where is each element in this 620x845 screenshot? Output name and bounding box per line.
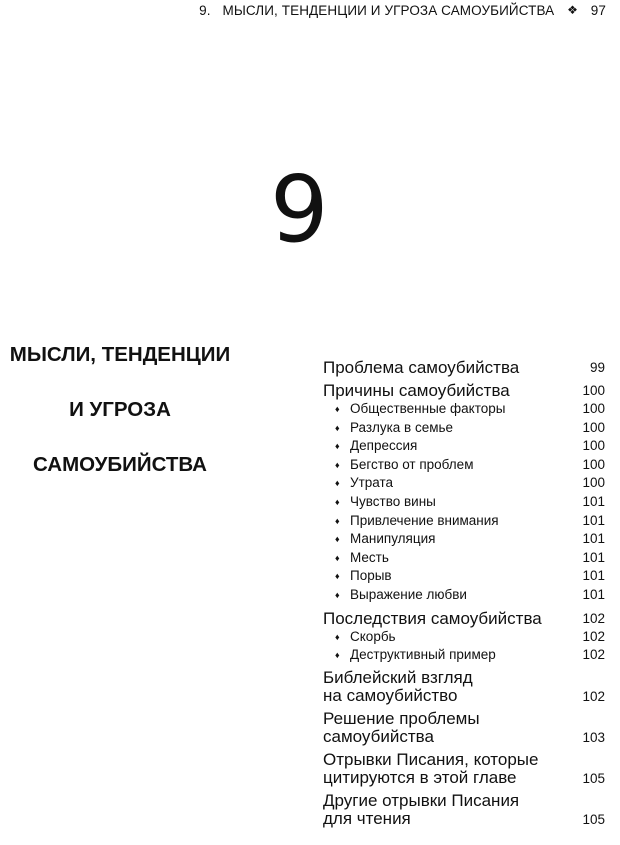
toc-entry	[323, 669, 605, 706]
toc-entry-page: 100	[582, 438, 605, 454]
toc-subentry-title: Месть	[350, 549, 389, 565]
toc-subentry-title: Манипуляция	[350, 531, 436, 547]
bullet-icon: ♦	[335, 552, 340, 563]
toc-subentry	[323, 586, 605, 605]
bullet-icon: ♦	[335, 631, 340, 642]
toc-subentry	[323, 646, 605, 665]
header-page-number: 97	[590, 3, 606, 18]
toc-entry-title: самоубийства	[323, 727, 434, 747]
toc-subentry-title: Разлука в семье	[350, 419, 454, 435]
bullet-icon: ♦	[335, 422, 340, 433]
toc-subentry-title: Бегство от проблем	[350, 456, 474, 472]
bullet-icon: ♦	[335, 459, 340, 470]
toc-entry-page: 100	[582, 419, 605, 435]
bullet-icon: ♦	[335, 571, 340, 582]
bullet-icon: ♦	[335, 515, 340, 526]
toc-entry-page: 105	[582, 770, 605, 786]
toc-subentry	[323, 437, 605, 456]
toc-entry-page: 99	[589, 360, 605, 375]
toc-subentry	[323, 530, 605, 549]
toc-entry-title: Решение проблемы	[323, 708, 480, 728]
toc-subentry-title: Утрата	[350, 475, 394, 491]
toc-entry-page: 101	[582, 531, 605, 547]
chapter-title-line: И УГРОЗА	[69, 398, 171, 421]
toc-subentry	[323, 512, 605, 531]
toc-subentry	[323, 549, 605, 568]
toc-entry-page: 100	[582, 401, 605, 416]
toc-entry	[323, 609, 605, 628]
toc-entry-title: на самоубийство	[323, 686, 458, 706]
toc-entry-page: 103	[582, 729, 605, 745]
toc-entry-page: 101	[582, 586, 605, 602]
toc-entry-page: 101	[582, 512, 605, 528]
toc-subentry-title: Порыв	[350, 568, 392, 584]
toc-entry	[323, 710, 605, 747]
toc-entry-title: Причины самоубийства	[323, 381, 510, 400]
toc-subentry-title: Выражение любви	[350, 586, 467, 602]
toc-entry-page: 101	[582, 549, 605, 565]
toc-subentry	[323, 628, 605, 647]
bullet-icon: ♦	[335, 404, 340, 414]
toc-entry	[323, 792, 605, 829]
toc-entry-title: Библейский взгляд	[323, 667, 473, 687]
chapter-number: 9	[270, 156, 327, 263]
toc-subentry-title: Привлечение внимания	[350, 512, 499, 528]
toc-entry-page: 105	[582, 811, 605, 827]
toc-entry-page: 100	[582, 383, 605, 398]
toc-entry-page: 100	[582, 475, 605, 491]
toc-entry	[323, 381, 605, 400]
toc-entry-page: 102	[582, 647, 605, 663]
toc-entry-page: 101	[582, 568, 605, 584]
toc-subentry-title: Скорбь	[350, 628, 396, 644]
toc-entry-page: 100	[582, 456, 605, 472]
toc-subentry-title: Деструктивный пример	[350, 647, 496, 663]
toc-entry-title: Проблема самоубийства	[323, 358, 520, 377]
table-of-contents	[323, 358, 605, 829]
header-running-title: МЫСЛИ, ТЕНДЕНЦИИ И УГРОЗА САМОУБИЙСТВА	[222, 3, 555, 18]
ornament-icon: ❖	[567, 3, 578, 17]
toc-entry-page: 101	[582, 493, 605, 509]
toc-entry	[323, 358, 605, 377]
toc-subentry-title: Общественные факторы	[350, 401, 506, 416]
header-chapter-label: 9.	[199, 3, 211, 18]
running-header	[199, 3, 606, 18]
toc-entry-title: Отрывки Писания, которые	[323, 749, 539, 769]
toc-subentry	[323, 474, 605, 493]
bullet-icon: ♦	[335, 441, 340, 452]
chapter-title-line: САМОУБИЙСТВА	[33, 453, 207, 476]
chapter-title	[0, 342, 240, 507]
bullet-icon: ♦	[335, 650, 340, 661]
toc-subentry-title: Чувство вины	[350, 493, 436, 509]
toc-entry-title: Другие отрывки Писания	[323, 790, 520, 810]
bullet-icon: ♦	[335, 496, 340, 507]
toc-subentry	[323, 419, 605, 438]
toc-subentry	[323, 567, 605, 586]
toc-entry-title: для чтения	[323, 809, 411, 829]
toc-entry	[323, 751, 605, 788]
toc-entry-title: Последствия самоубийства	[323, 608, 542, 628]
toc-entry-page: 102	[582, 628, 605, 644]
chapter-title-line: МЫСЛИ, ТЕНДЕНЦИИ	[9, 343, 231, 366]
toc-entry-title: цитируются в этой главе	[323, 768, 517, 788]
toc-subentry	[323, 493, 605, 512]
toc-subentry	[323, 400, 605, 419]
bullet-icon: ♦	[335, 589, 340, 600]
toc-subentry-title: Депрессия	[350, 438, 418, 454]
toc-subentry	[323, 456, 605, 475]
toc-entry-page: 102	[582, 610, 605, 626]
bullet-icon: ♦	[335, 534, 340, 545]
toc-entry-page: 102	[582, 688, 605, 704]
bullet-icon: ♦	[335, 478, 340, 489]
